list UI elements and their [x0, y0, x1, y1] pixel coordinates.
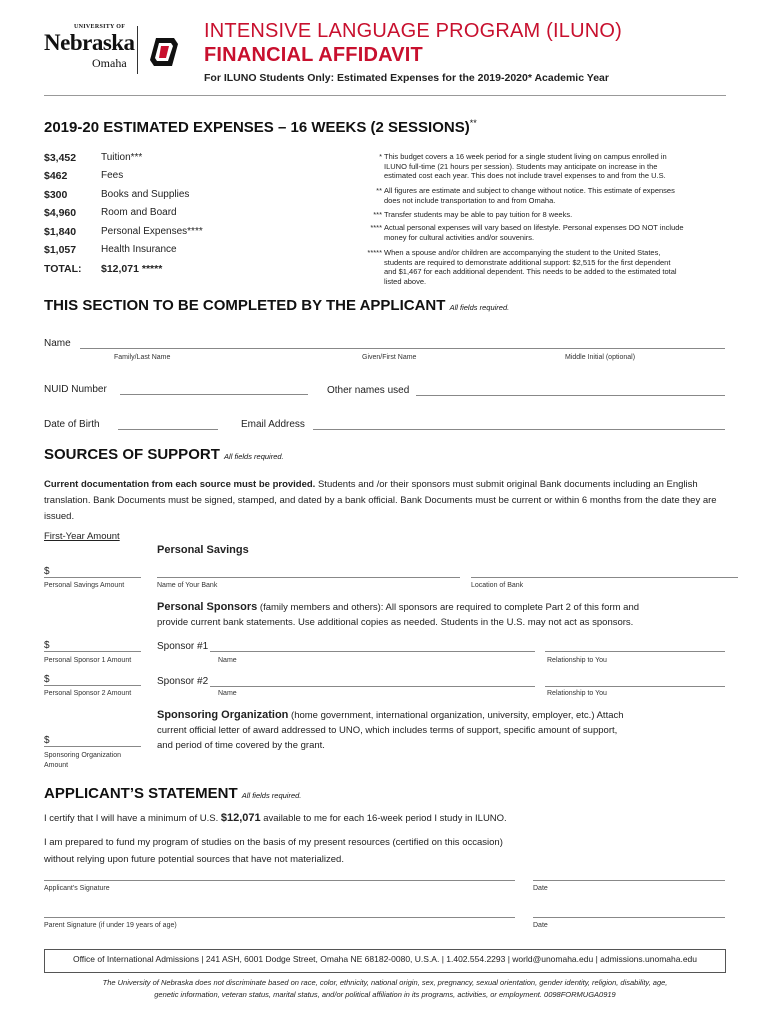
applicant-required-note: All fields required.: [449, 303, 510, 312]
applicant-signature-field[interactable]: [44, 880, 515, 881]
support-heading-text: SOURCES OF SUPPORT: [44, 446, 220, 463]
expense-label: Books and Supplies: [101, 189, 190, 200]
logo-nebraska: Nebraska: [44, 30, 135, 55]
footer-contact: Office of International Admissions | 241 ASH, 6001 Dodge Street, Omaha NE 68182-0080, U.S.A. | 1.402.554.2293 | world@unomaha.edu | admissions.unomaha.edu: [44, 949, 726, 973]
support-heading: [44, 446, 284, 463]
sponsor2-name-field[interactable]: [210, 686, 535, 687]
logo-divider: [137, 26, 138, 74]
middle-initial-caption: Middle Initial (optional): [565, 354, 636, 361]
sponsor1-amount-caption: Personal Sponsor 1 Amount: [44, 657, 132, 664]
expense-amount: $4,960: [44, 207, 77, 219]
note-mark: ***: [373, 210, 382, 219]
statement-heading: [44, 785, 301, 802]
expense-amount: $300: [44, 189, 68, 201]
note-mark: ****: [370, 223, 382, 232]
parent-date-field[interactable]: [533, 917, 725, 918]
dollar-sign: $: [44, 566, 50, 577]
certify-amount: $12,071: [220, 812, 261, 824]
expense-total-label: TOTAL:: [44, 263, 82, 275]
organization-text: [157, 708, 632, 753]
dob-label: Date of Birth: [44, 419, 100, 430]
applicant-heading: [44, 297, 509, 314]
header-rule: [44, 95, 726, 96]
expense-label: Health Insurance: [101, 244, 177, 255]
note-text: All figures are estimate and subject to change without notice. This estimate of expenses does not include transportation to and from Omaha.: [384, 186, 675, 205]
sponsors-rest: (family members and others): All sponsors are required to complete Part 2 of this form and provide current bank statements. Use additional copies as needed. Students in the U.S. may not act as sponsors.: [157, 602, 640, 628]
support-intro: [44, 477, 724, 525]
nuid-field[interactable]: [120, 394, 308, 395]
organization-title: Sponsoring Organization: [157, 709, 289, 721]
certify-post: available to me for each 16-week period I study in ILUNO.: [260, 813, 507, 824]
expense-label: Tuition***: [101, 152, 143, 163]
statement-required-note: All fields required.: [241, 791, 302, 800]
organization-rest: (home government, international organization, university, employer, etc.) Attach current official letter of award addressed to UNO, which includes terms of support, specific amount of support, and period of time covered by the grant.: [157, 710, 624, 751]
logo-university-of: UNIVERSITY OF: [74, 24, 126, 30]
organization-amount-field[interactable]: [44, 746, 141, 747]
header-title-line1: INTENSIVE LANGUAGE PROGRAM (ILUNO): [204, 20, 622, 42]
support-intro-bold: Current documentation from each source must be provided.: [44, 479, 316, 490]
expenses-heading-mark: **: [469, 118, 477, 128]
sponsor1-relationship-caption: Relationship to You: [547, 657, 607, 664]
sponsor2-name-caption: Name: [218, 690, 237, 697]
prepared-text: I am prepared to fund my program of studies on the basis of my present resources (certified on this occasion) without relying upon future potential sources that have not materialized.: [44, 837, 503, 865]
note-mark: *****: [367, 248, 382, 257]
note-text: Actual personal expenses will vary based on lifestyle. Personal expenses DO NOT include money for cultural activities and/or souvenirs.: [384, 223, 684, 242]
certify-pre: I certify that I will have a minimum of U.S.: [44, 813, 221, 824]
other-names-label: Other names used: [327, 385, 410, 396]
footer-disclaimer: The University of Nebraska does not discriminate based on race, color, ethnicity, national origin, sex, pregnancy, sexual orientation, gender identity, religion, disability, age, genetic information, veteran status, marital status, and/or political affiliation in its programs, activities, or employment. 0098FORMUGA0919: [102, 978, 668, 999]
family-name-caption: Family/Last Name: [114, 354, 171, 361]
applicant-date-caption: Date: [533, 885, 548, 892]
dollar-sign: $: [44, 640, 50, 651]
dollar-sign: $: [44, 674, 50, 685]
sponsor1-relationship-field[interactable]: [545, 651, 725, 652]
given-name-caption: Given/First Name: [362, 354, 417, 361]
sponsor2-label: Sponsor #2: [157, 676, 209, 687]
bank-location-caption: Location of Bank: [471, 582, 524, 589]
parent-signature-caption: Parent Signature (if under 19 years of age): [44, 922, 177, 929]
sponsor2-amount-field[interactable]: [44, 685, 141, 686]
other-names-field[interactable]: [416, 395, 725, 396]
support-required-note: All fields required.: [224, 452, 284, 461]
applicant-signature-caption: Applicant’s Signature: [44, 885, 110, 892]
sponsor1-name-field[interactable]: [210, 651, 535, 652]
expense-total-amount: $12,071 *****: [101, 263, 163, 275]
savings-amount-field[interactable]: [44, 577, 141, 578]
o-mark-icon: [146, 34, 182, 70]
bank-name-field[interactable]: [157, 577, 460, 578]
name-label: Name: [44, 338, 71, 349]
applicant-heading-text: THIS SECTION TO BE COMPLETED BY THE APPLICANT: [44, 297, 446, 314]
expense-label: Fees: [101, 170, 124, 181]
parent-signature-field[interactable]: [44, 917, 515, 918]
expenses-heading-text: 2019-20 ESTIMATED EXPENSES – 16 WEEKS (2 SESSIONS): [44, 119, 470, 136]
expense-amount: $462: [44, 170, 68, 182]
header-title-line2: FINANCIAL AFFIDAVIT: [204, 44, 423, 66]
unl-logo: [44, 22, 134, 74]
note-mark: *: [379, 152, 382, 161]
email-label: Email Address: [241, 419, 305, 430]
sponsor1-name-caption: Name: [218, 657, 237, 664]
dollar-sign: $: [44, 735, 50, 746]
header-subtitle: For ILUNO Students Only: Estimated Expenses for the 2019-2020* Academic Year: [204, 72, 609, 84]
sponsors-text: [157, 600, 657, 630]
sponsor2-relationship-field[interactable]: [545, 686, 725, 687]
sponsor1-amount-field[interactable]: [44, 651, 141, 652]
dob-field[interactable]: [118, 429, 218, 430]
name-field[interactable]: [80, 348, 725, 349]
savings-amount-caption: Personal Savings Amount: [44, 582, 125, 589]
savings-title: Personal Savings: [157, 544, 249, 556]
expense-label: Room and Board: [101, 207, 177, 218]
support-intro-rest: Students and /or their sponsors must submit original Bank documents including an English translation. Bank Documents must be signed, stamped, and dated by a bank official. Bank Documents must be current or within 6 months from the date they are issued.: [44, 479, 717, 522]
sponsor2-amount-caption: Personal Sponsor 2 Amount: [44, 690, 132, 697]
email-field[interactable]: [313, 429, 725, 430]
organization-amount-caption: Sponsoring Organization Amount: [44, 752, 122, 769]
certify-text: [44, 811, 724, 826]
expense-amount: $3,452: [44, 152, 77, 164]
bank-location-field[interactable]: [471, 577, 738, 578]
logo-omaha: Omaha: [92, 56, 127, 70]
note-text: Transfer students may be able to pay tuition for 8 weeks.: [384, 210, 573, 219]
applicant-date-field[interactable]: [533, 880, 725, 881]
expense-amount: $1,057: [44, 244, 77, 256]
statement-heading-text: APPLICANT’S STATEMENT: [44, 785, 238, 802]
parent-date-caption: Date: [533, 922, 548, 929]
expenses-heading: [44, 118, 477, 136]
bank-name-caption: Name of Your Bank: [157, 582, 218, 589]
sponsor2-relationship-caption: Relationship to You: [547, 690, 607, 697]
note-mark: **: [376, 186, 382, 195]
expense-amount: $1,840: [44, 226, 77, 238]
note-text: When a spouse and/or children are accompanying the student to the United States, students are required to demonstrate additional support: $2,515 for the first dependent and $1,467 for each additional dependent. This needs to be added to the estimated total listed above.: [384, 248, 677, 286]
note-text: This budget covers a 16 week period for a single student living on campus enrolled in ILUNO full-time (21 hours per session). Students may anticipate on increase in the estimated cost each year. This does not include travel expenses to and from the U.S.: [384, 152, 667, 180]
sponsor1-label: Sponsor #1: [157, 641, 209, 652]
nuid-label: NUID Number: [44, 384, 107, 395]
first-year-amount-label: First-Year Amount: [44, 531, 120, 542]
expense-label: Personal Expenses****: [101, 226, 203, 237]
sponsors-title: Personal Sponsors: [157, 601, 258, 613]
